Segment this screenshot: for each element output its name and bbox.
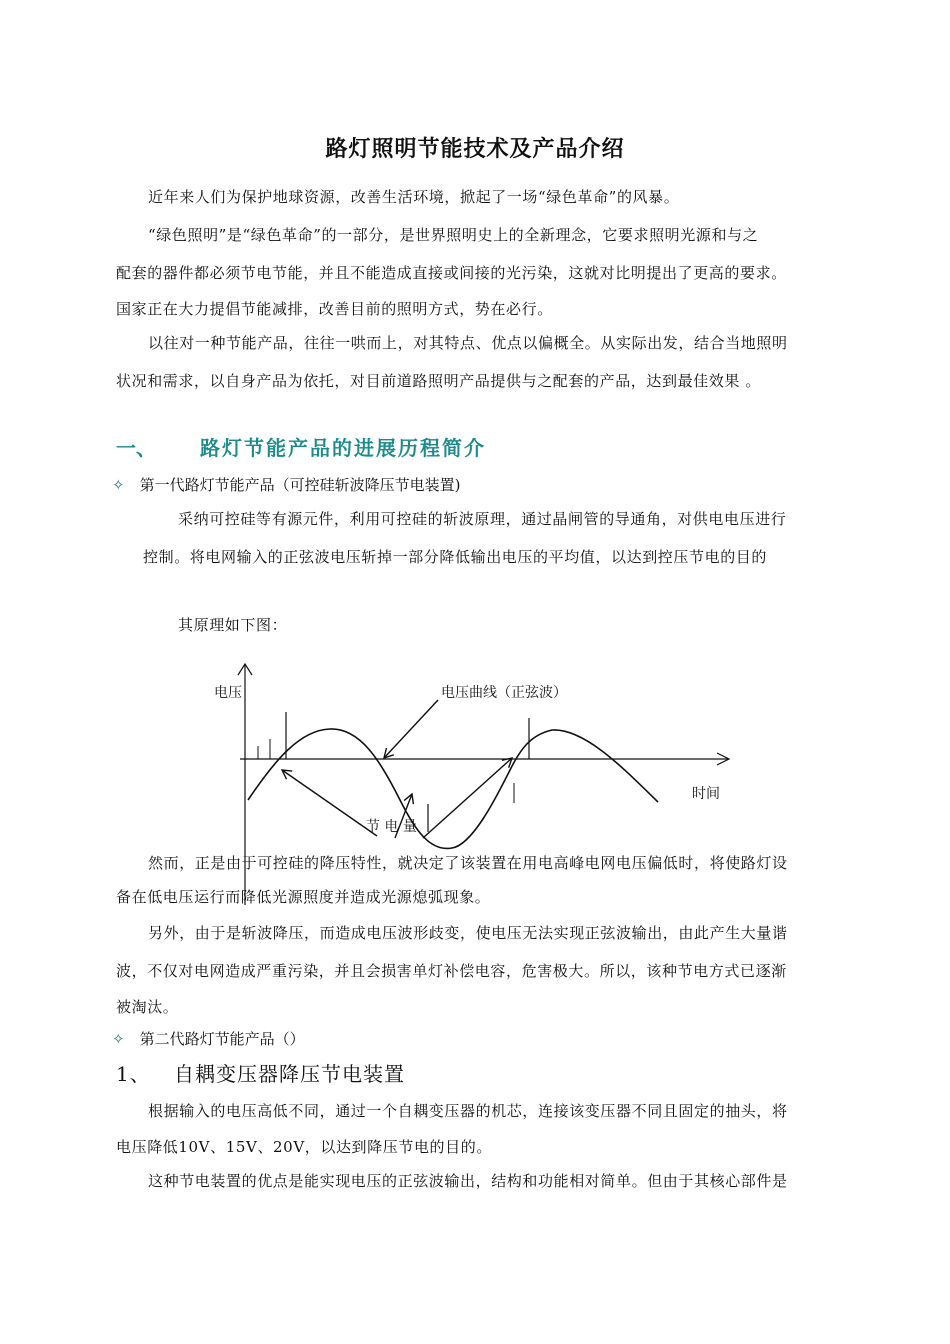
- curve-label: 电压曲线（正弦波）: [441, 685, 567, 701]
- section-2-paragraph-1-line-2: 电压降低10V、15V、20V，以达到降压节电的目的。: [116, 1138, 492, 1156]
- gen1-label: 第一代路灯节能产品（可控硅斩波降压节电装置): [139, 476, 461, 494]
- section-1-number: 一、: [116, 436, 156, 460]
- section-2-paragraph-1-line-1: 根据输入的电压高低不同，通过一个自耦变压器的机芯，连接该变压器不同且固定的抽头，将: [148, 1102, 788, 1120]
- gen1-drawback-1-line-1: 然而，正是由于可控硅的降压特性，就决定了该装置在用电高峰电网电压偏低时，将使路灯设: [148, 854, 788, 872]
- gen2-item: [112, 1028, 305, 1049]
- saving-label: 节 电 量: [366, 819, 417, 835]
- y-axis-label: 电压: [214, 685, 242, 701]
- curve-label-arrow: [384, 700, 438, 758]
- section-2-paragraph-2-line-1: 这种节电装置的优点是能实现电压的正弦波输出，结构和功能相对简单。但由于其核心部件是: [148, 1172, 788, 1190]
- intro-paragraph-2-line-1: “绿色照明”是“绿色革命”的一部分，是世界照明史上的全新理念，它要求照明光源和与之: [148, 226, 759, 244]
- diamond-bullet-icon: ✧: [112, 1030, 125, 1048]
- intro-paragraph-3-line-2: 状况和需求，以自身产品为依托，对目前道路照明产品提供与之配套的产品，达到最佳效果 。: [116, 372, 761, 390]
- section-1-title: 路灯节能产品的进展历程简介: [200, 436, 486, 460]
- gen1-paragraph-line-2: 控制。将电网输入的正弦波电压斩掉一部分降低输出电压的平均值，以达到控压节电的目的: [143, 548, 768, 566]
- gen1-drawback-1-line-2: 备在低电压运行而降低光源照度并造成光源熄弧现象。: [116, 888, 491, 906]
- gen1-paragraph-line-1: 采纳可控硅等有源元件，利用可控硅的斩波原理，通过晶闸管的导通角，对供电电压进行: [178, 510, 787, 528]
- gen1-drawback-2-line-1: 另外，由于是斩波降压，而造成电压波形歧变，使电压无法实现正弦波输出，由此产生大量谐: [148, 924, 788, 942]
- document-title: 路灯照明节能技术及产品介绍: [325, 136, 625, 162]
- saving-arrow-right: [423, 758, 512, 838]
- intro-paragraph-2-line-3: 国家正在大力提倡节能减排，改善目前的照明方式，势在必行。: [116, 300, 553, 318]
- section-2-heading: [116, 1058, 405, 1087]
- intro-paragraph-2-line-2: 配套的器件都必须节电节能，并且不能造成直接或间接的光污染，这就对比明提出了更高的要求。: [116, 264, 787, 282]
- gen2-label: 第二代路灯节能产品（）: [139, 1030, 305, 1048]
- x-axis-label: 时间: [692, 786, 720, 802]
- intro-paragraph-1: 近年来人们为保护地球资源，改善生活环境，掀起了一场“绿色革命”的风暴。: [148, 188, 680, 206]
- intro-paragraph-3-line-1: 以往对一种节能产品，往往一哄而上，对其特点、优点以偏概全。从实际出发，结合当地照明: [148, 334, 788, 352]
- gen1-drawback-2-line-3: 被淘汰。: [116, 998, 179, 1016]
- principle-caption: 其原理如下图：: [178, 616, 288, 634]
- gen1-drawback-2-line-2: 波，不仅对电网造成严重污染，并且会损害单灯补偿电容，危害极大。所以，该种节电方式已逐渐: [116, 962, 787, 980]
- section-2-number: 1、: [116, 1062, 151, 1086]
- diamond-bullet-icon: ✧: [112, 476, 125, 494]
- saving-arrow-left: [282, 770, 377, 836]
- section-2-title: 自耦变压器降压节电装置: [174, 1062, 405, 1086]
